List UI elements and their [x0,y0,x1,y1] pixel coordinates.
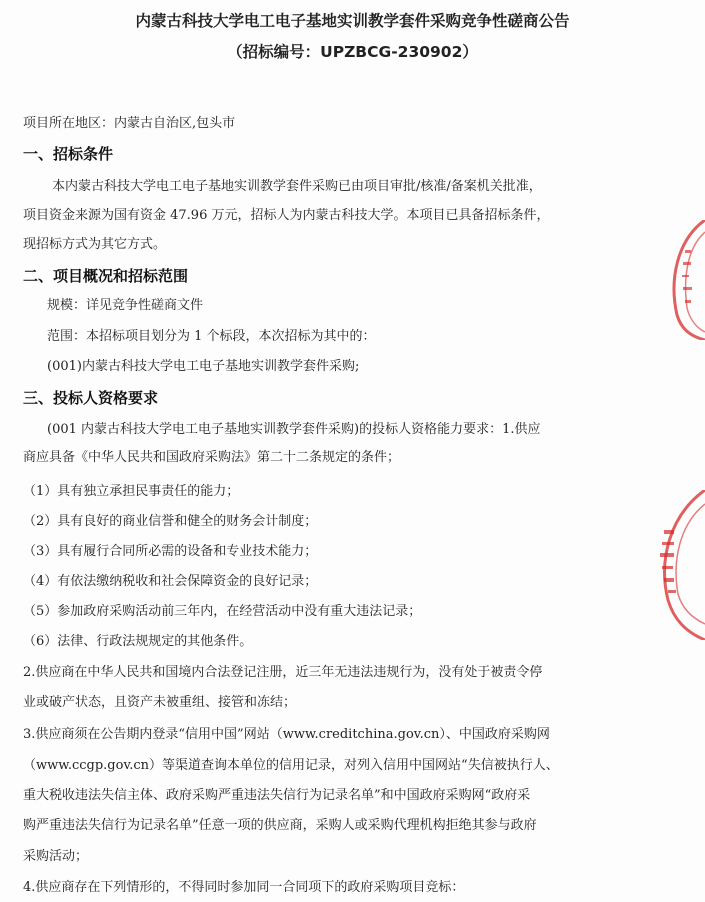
document-title: 内蒙古科技大学电工电子基地实训教学套件采购竞争性磋商公告 [135,12,570,30]
section-3-line-11: 3.供应商须在公告期内登录“信用中国”网站（www.creditchina.gov.cn）、中国政府采购网 [23,727,550,742]
section-3-line-9: 2.供应商在中华人民共和国境内合法登记注册，近三年无违法违规行为，没有处于被责令停 [23,665,543,680]
section-3-line-1: (001 内蒙古科技大学电工电子基地实训教学套件采购)的投标人资格能力要求：1.供应 [47,422,541,437]
section-1-line-1: 本内蒙古科技大学电工电子基地实训教学套件采购已由项目审批/核准/备案机关批准， [52,179,542,194]
section-2-line-1: 规模：详见竞争性磋商文件 [47,298,204,313]
section-2-line-2: 范围：本招标项目划分为 1 个标段，本次招标为其中的： [47,329,376,344]
section-3-line-5: （3）具有履行合同所必需的设备和专业技术能力； [23,544,318,559]
section-3-line-3: （1）具有独立承担民事责任的能力； [23,484,240,499]
section-heading-3: 三、投标人资格要求 [23,389,159,407]
section-3-line-8: （6）法律、行政法规规定的其他条件。 [23,634,253,649]
tender-number: （招标编号：UPZBCG-230902） [227,43,478,61]
section-1-line-2: 项目资金来源为国有资金 47.96 万元，招标人为内蒙古科技大学。本项目已具备招标条件， [23,208,550,223]
section-3-line-7: （5）参加政府采购活动前三年内，在经营活动中没有重大违法记录； [23,604,422,619]
section-3-line-12: （www.ccgp.gov.cn）等渠道查询本单位的信用记录，对列入信用中国网站“失信被执行人、 [23,758,559,773]
section-heading-2: 二、项目概况和招标范围 [23,267,189,285]
official-seal-fragment-top [655,220,705,340]
section-2-line-3: (001)内蒙古科技大学电工电子基地实训教学套件采购; [47,359,360,374]
section-3-line-6: （4）有依法缴纳税收和社会保障资金的良好记录； [23,574,318,589]
section-3-line-14: 购严重违法失信行为记录名单”任意一项的供应商，采购人或采购代理机构拒绝其参与政府 [23,818,537,833]
section-3-line-4: （2）具有良好的商业信誉和健全的财务会计制度； [23,514,318,529]
section-3-line-10: 业或破产状态，且资产未被重组、接管和冻结； [23,695,297,710]
section-1-line-3: 现招标方式为其它方式。 [23,237,167,252]
section-3-line-13: 重大税收违法失信主体、政府采购严重违法失信行为记录名单”和中国政府采购网“政府采 [23,788,531,803]
section-3-line-15: 采购活动； [23,849,89,864]
section-3-line-2: 商应具备《中华人民共和国政府采购法》第二十二条规定的条件； [23,450,401,465]
official-seal-fragment-bottom [640,490,705,640]
section-3-line-16: 4.供应商存在下列情形的，不得同时参加同一合同项下的政府采购项目竞标： [23,880,465,895]
section-heading-1: 一、招标条件 [23,145,114,163]
project-region: 项目所在地区：内蒙古自治区,包头市 [23,116,236,131]
